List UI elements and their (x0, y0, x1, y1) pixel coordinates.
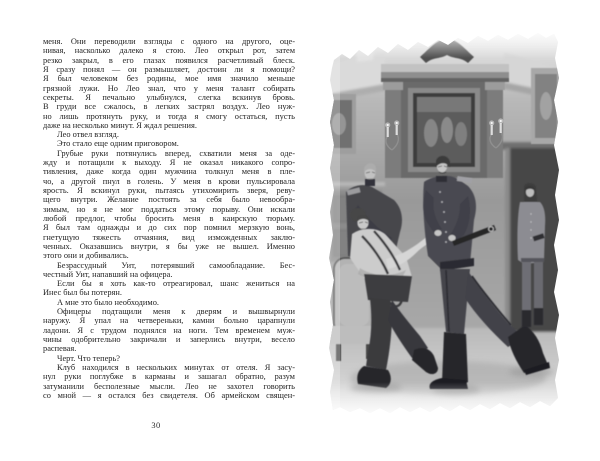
text-line: Инес был бы потерян. (43, 288, 122, 298)
text-line: Черт. Что теперь? (57, 353, 121, 363)
text-line: секреты. Я печально улыбнулся, слегка вскинув бровь. (43, 92, 295, 102)
text-line: любой предлог, чтобы бросить меня в каирскую тюрьму. (43, 213, 295, 223)
text-line: резко закрыл, в его глазах появился расчетливый блеск. (43, 55, 295, 65)
text-line: чины одобрительно закричали и заперлись внутри, весело (43, 335, 295, 344)
text-line: чо, а другой пнул в голень. У меня в крови пульсировала (43, 176, 295, 186)
right-wall-portrait (531, 68, 561, 144)
text-line: ярость. Я вскинул руки, пытаясь утихомирить зверя, реву- (43, 186, 295, 195)
text-line: даже на несколько минут. Я ждал решения. (43, 120, 197, 130)
text-line: нул руки поглубже в карманы и зашагал обратно, разум (43, 372, 295, 382)
text-line: затуманили бесполезные мысли. Лео не захотел говорить (43, 381, 295, 391)
text-line: но лишь протянуть руку, и тогда я смогу остаться, пусть (43, 111, 295, 121)
text-line: тивления, даже когда один мужчина толкнул меня в пле- (43, 167, 295, 177)
text-line: Клуб находился в нескольких минутах от отеля. Я засу- (57, 362, 295, 372)
text-line: Офицеры подтащили меня к дверям и вышвырнули (57, 307, 295, 317)
illustration-canvas (328, 30, 562, 415)
text-line: нивая, насколько далеко я стою. Лео открыл рот, затем (43, 46, 295, 56)
text-line: со мной — я остался без свидетеля. Об армейском священ- (43, 390, 295, 400)
text-line: этого они и добивались. (43, 251, 129, 261)
text-line: ладони. Я с трудом поднялся на ноги. Тем временем муж- (43, 325, 295, 335)
text-line: честный Уит, напавший на офицера. (43, 269, 173, 279)
text-line: Я сразу понял — он размышляет, достоин ли я помощи? (43, 64, 295, 74)
text-line: В груди все сжалось, в легких застрял воздух. Лео нуж- (43, 102, 295, 112)
text-line: гнетущую тяжесть отчаяния, вид изможденных заклю- (43, 232, 295, 242)
text-line: А мне это было необходимо. (57, 297, 159, 307)
text-line: жду и потащили к выходу. Я не оказал никакого сопро- (43, 158, 295, 168)
text-line: меня. Они переводили взгляды с одного на другого, оце- (43, 37, 295, 46)
text-line: Я был человеком без родины, мое имя значило меньше (43, 74, 295, 84)
text-line: Безрассудный Уит, потерявший самообладание. Бес- (57, 260, 295, 270)
page-number: 30 (151, 421, 161, 430)
text-line: Лео отвел взгляд. (57, 130, 119, 140)
text-line: грязной лужи. Но Лео знал, что у меня талант собирать (43, 83, 295, 93)
text-line: Грубые руки потянулись вперед, схватили меня за оде- (57, 148, 295, 158)
text-line: Я был там однажды и до сих пор помнил мерзкую вонь, (43, 223, 295, 233)
text-line: щего внутри. Желание постоять за себя было невообра- (43, 195, 295, 205)
text-line: Это стало еще одним приговором. (57, 139, 179, 149)
text-line: ченных. Оказавшись внутри, я бы уже не вышел. Именно (43, 241, 295, 251)
text-line: наружу. Я упал на четвереньки, камни больно царапнули (43, 316, 295, 326)
story-illustration (328, 30, 562, 415)
text-line: зимым, но я не мог поддаться этому порыву. Они искали (43, 204, 295, 214)
text-line: Если бы я хоть как-то отреагировал, шанс жениться на (57, 279, 295, 289)
text-line: распевая. (43, 344, 77, 354)
text-column (43, 37, 295, 400)
